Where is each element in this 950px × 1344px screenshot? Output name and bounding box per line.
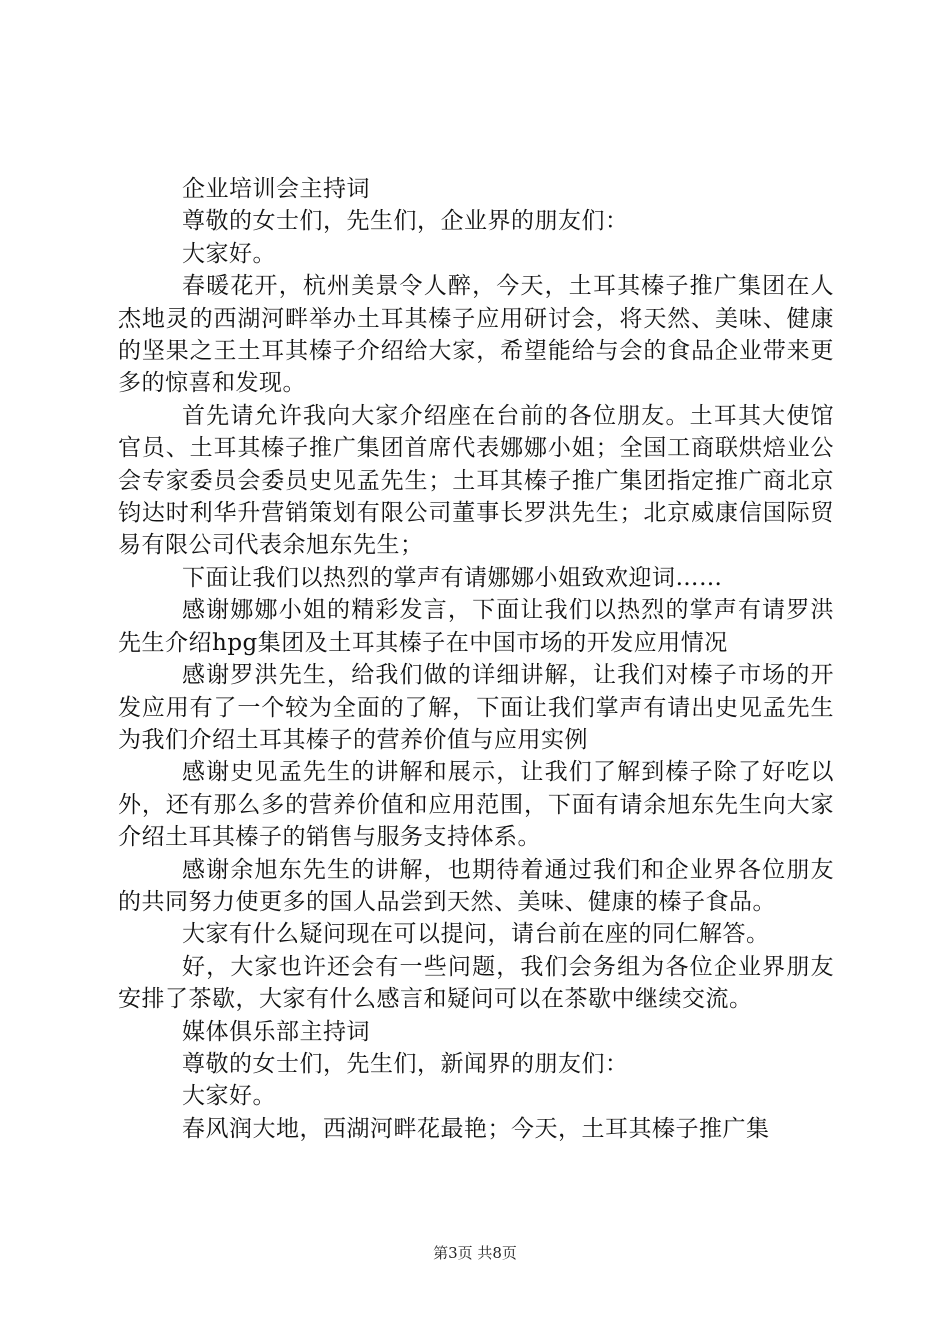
salutation-paragraph: 尊敬的女士们，先生们，企业界的朋友们： bbox=[182, 208, 629, 235]
body-paragraph: 下面让我们以热烈的掌声有请娜娜小姐致欢迎词…… bbox=[182, 564, 723, 591]
body-paragraph: 感谢史见孟先生的讲解和展示，让我们了解到榛子除了好吃以外，还有那么多的营养价值和应用范围，下面有请余旭东先生向大家介绍土耳其榛子的销售与服务支持体系。 bbox=[118, 759, 834, 851]
body-paragraph: 感谢罗洪先生，给我们做的详细讲解，让我们对榛子市场的开发应用有了一个较为全面的了解，下面让我们掌声有请出史见孟先生为我们介绍土耳其榛子的营养价值与应用实例 bbox=[118, 662, 834, 753]
body-paragraph: 感谢余旭东先生的讲解，也期待着通过我们和企业界各位朋友的共同努力使更多的国人品尝到天然、美味、健康的榛子食品。 bbox=[118, 856, 834, 915]
heading-enterprise-training: 企业培训会主持词 bbox=[182, 176, 370, 202]
page-number-footer: 第3页 共8页 bbox=[433, 1244, 517, 1262]
body-paragraph: 好，大家也许还会有一些问题，我们会务组为各位企业界朋友安排了茶歇，大家有什么感言和疑问可以在茶歇中继续交流。 bbox=[118, 953, 834, 1013]
body-paragraph: 感谢娜娜小姐的精彩发言，下面让我们以热烈的掌声有请罗洪先生介绍hpg集团及土耳其榛子在中国市场的开发应用情况 bbox=[118, 597, 834, 656]
body-paragraph: 首先请允许我向大家介绍座在台前的各位朋友。土耳其大使馆官员、土耳其榛子推广集团首席代表娜娜小姐；全国工商联烘焙业公会专家委员会委员史见孟先生；土耳其榛子推广集团指定推广商北京钧达时利华升营销策划有限公司董事长罗洪先生；北京威康信国际贸易有限公司代表余旭东先生； bbox=[118, 402, 834, 559]
greeting-paragraph: 大家好。 bbox=[182, 240, 276, 267]
document-body bbox=[118, 173, 834, 1145]
heading-media-club: 媒体俱乐部主持词 bbox=[182, 1018, 370, 1045]
body-paragraph: 春暖花开，杭州美景令人醉，今天，土耳其榛子推广集团在人杰地灵的西湖河畔举办土耳其榛子应用研讨会，将天然、美味、健康的坚果之王土耳其榛子介绍给大家，希望能给与会的食品企业带来更多的惊喜和发现。 bbox=[118, 273, 834, 397]
body-paragraph: 大家有什么疑问现在可以提问，请台前在座的同仁解答。 bbox=[182, 921, 770, 948]
salutation-paragraph: 尊敬的女士们，先生们，新闻界的朋友们： bbox=[182, 1050, 629, 1077]
greeting-paragraph: 大家好。 bbox=[182, 1083, 276, 1110]
body-paragraph: 春风润大地，西湖河畔花最艳；今天，土耳其榛子推广集 bbox=[182, 1115, 770, 1142]
